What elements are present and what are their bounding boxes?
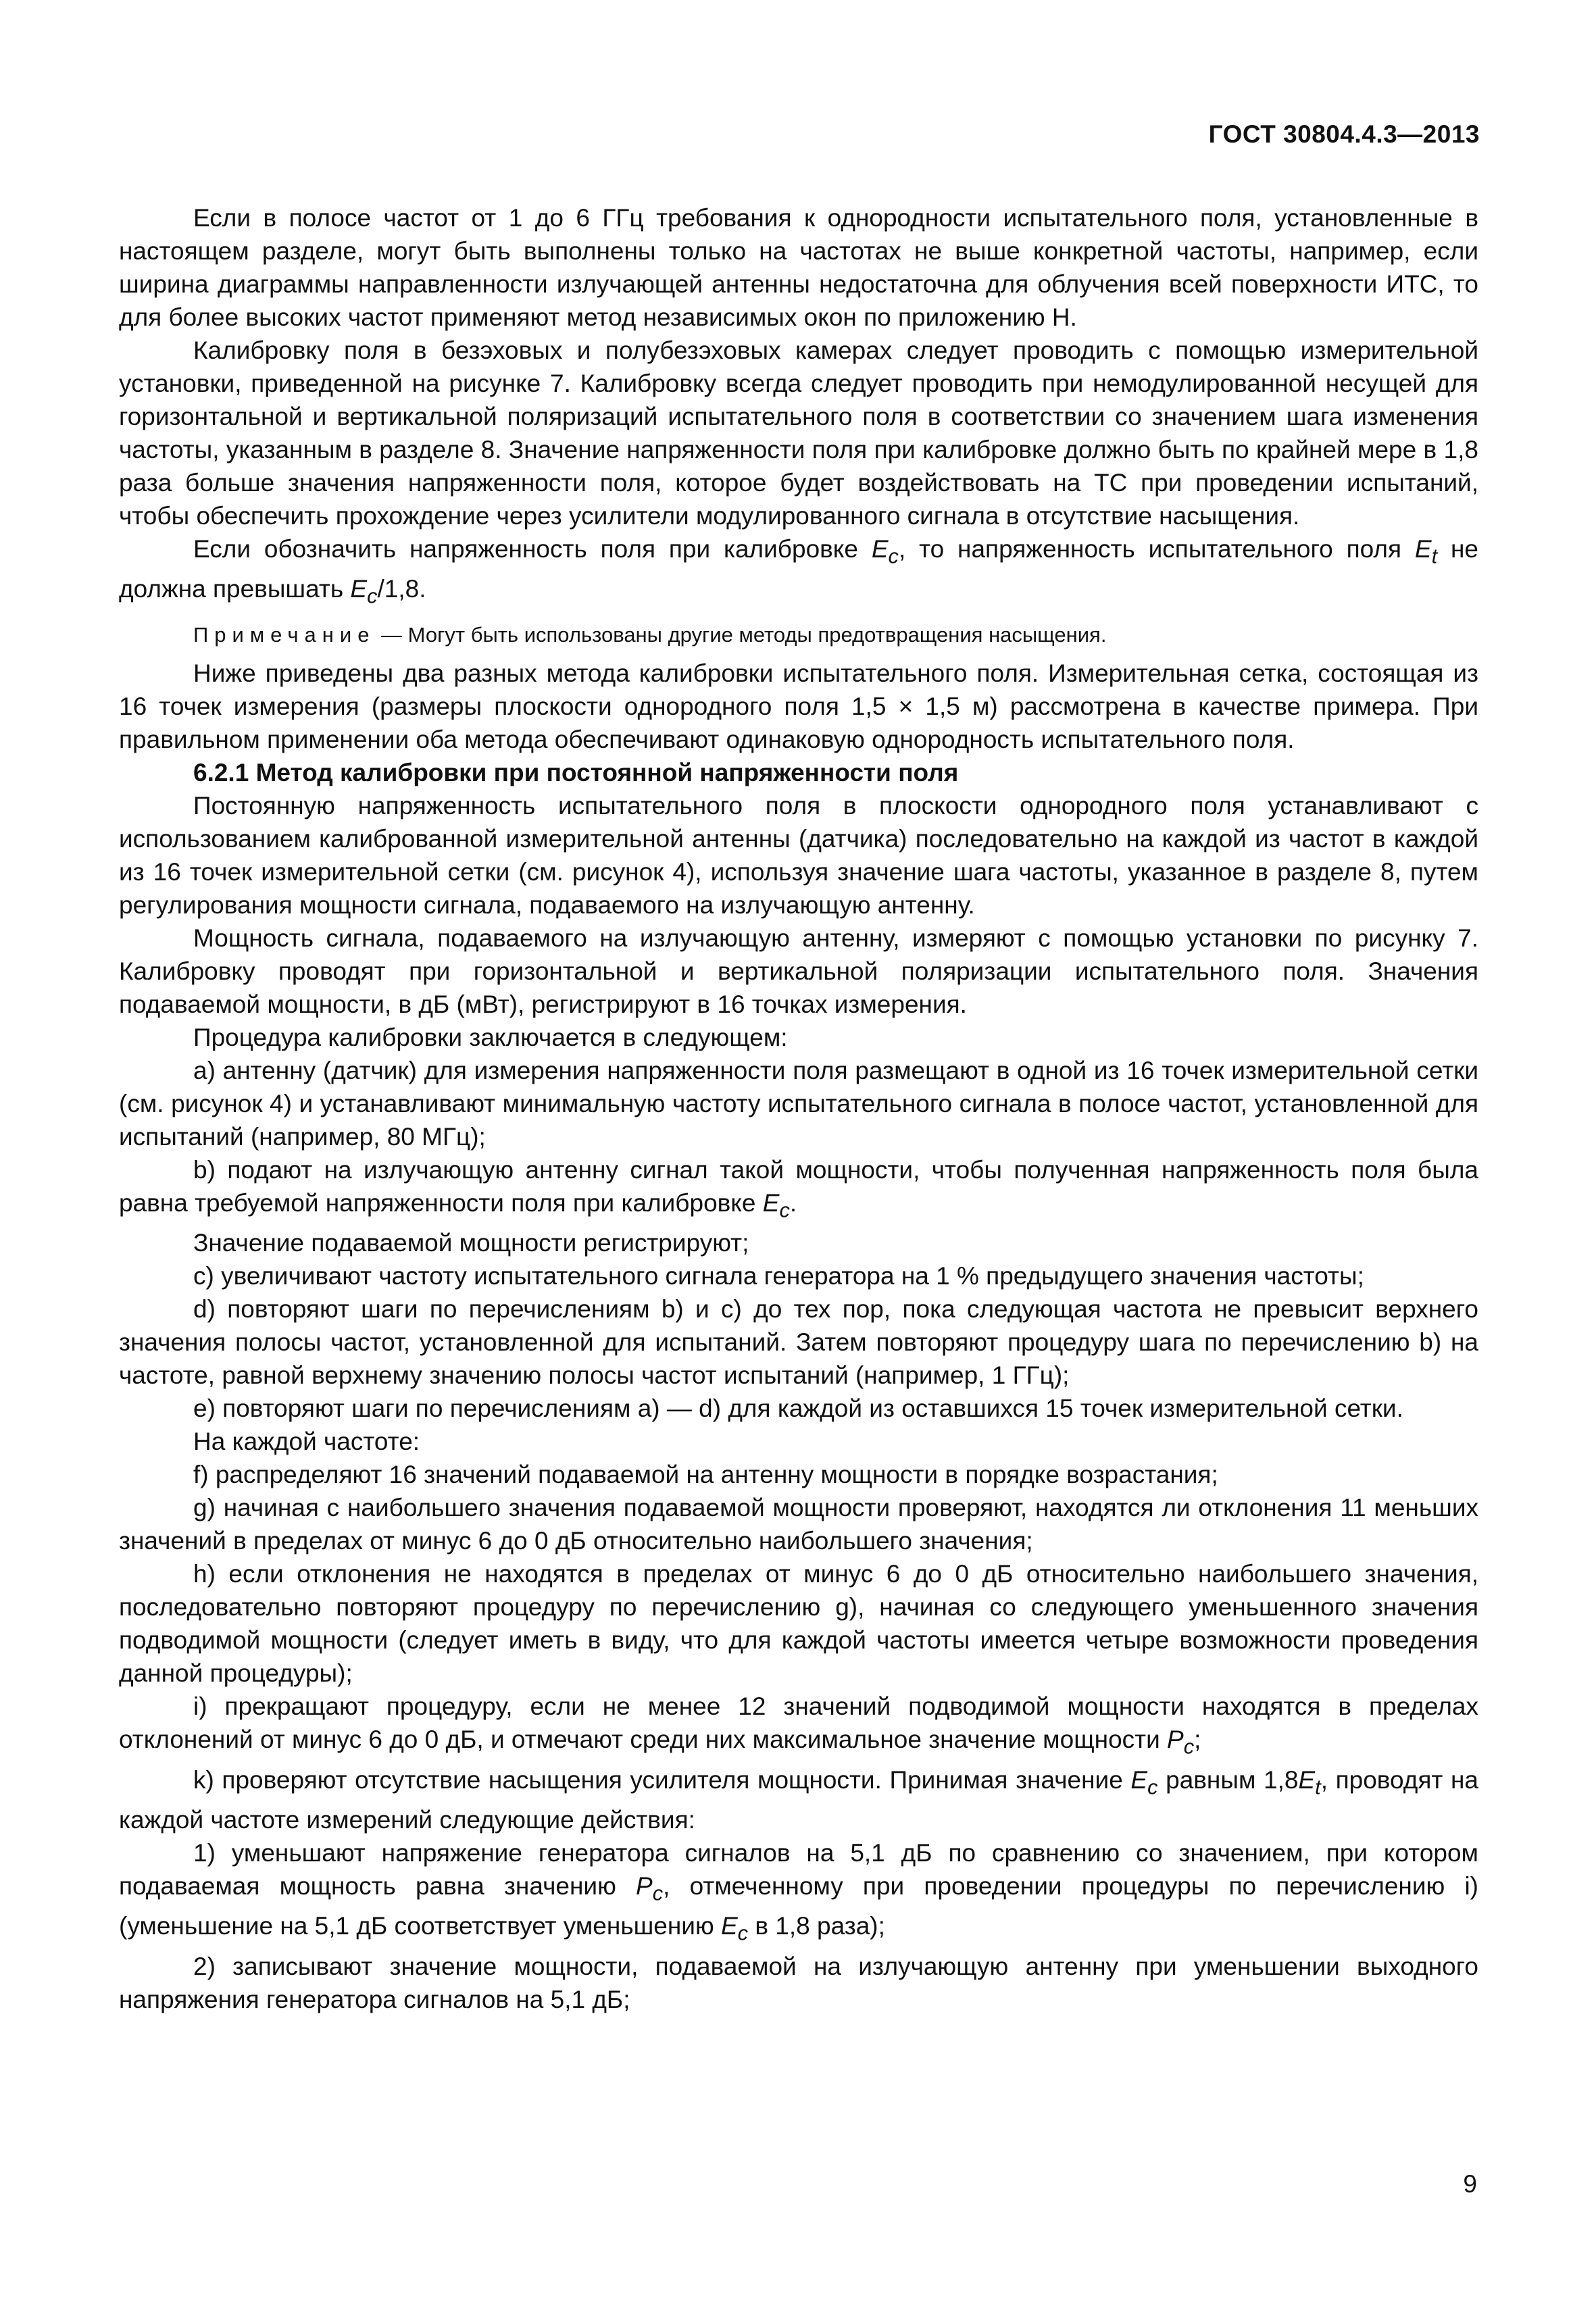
section-heading: 6.2.1 Метод калибровки при постоянной напряженности поля <box>193 758 959 786</box>
paragraph: Ниже приведены два разных метода калибровки испытательного поля. Измерительная сетка, состоящая из 16 точек измерения (размеры плоскости однородного поля 1,5 × 1,5 м) рассмотрена в качестве примера. При правильном применении оба метода обеспечивают одинаковую однородность испытательного поля. <box>119 659 1478 753</box>
list-item-e: е) повторяют шаги по перечислениям а) — d) для каждой из оставшихся 15 точек измерительной сетки. <box>193 1394 1403 1423</box>
note-text: — Могут быть использованы другие методы предотвращения насыщения. <box>375 622 1107 647</box>
paragraph: Постоянную напряженность испытательного поля в плоскости однородного поля устанавливают с использованием калиброванной измерительной антенны (датчика) последовательно на каждой из частот в каждой из 16 точек измерительной сетки (см. рисунок 4), используя значение шага частоты, указанное в разделе 8, путем регулирования мощности сигнала, подаваемого на излучающую антенну. <box>119 791 1478 919</box>
list-item-c: с) увеличивают частоту испытательного сигнала генератора на 1 % предыдущего значения частоты; <box>193 1262 1364 1290</box>
page-number: 9 <box>1463 2170 1477 2198</box>
list-item-b: b) подают на излучающую антенну сигнал такой мощности, чтобы полученная напряженность поля была равна требуемой напряженности поля при калибровке $E_c$. <box>119 1155 1478 1222</box>
note-label: Примечание <box>193 622 376 647</box>
list-item-a: а) антенну (датчик) для измерения напряженности поля размещают в одной из 16 точек измерительной сетки (см. рисунок 4) и устанавливают минимальную частоту испытательного сигнала в полосе частот, установленной для испытаний (например, 80 МГц); <box>119 1056 1478 1151</box>
list-item-h: h) если отклонения не находятся в пределах от минус 6 до 0 дБ относительно наибольшего значения, последовательно повторяют процедуру по перечислению g), начиная со следующего уменьшенного значения подводимой мощности (следует иметь в виду, что для каждой частоты имеется четыре возможности проведения данной процедуры); <box>119 1560 1478 1688</box>
note <box>119 618 1478 651</box>
paragraph: Мощность сигнала, подаваемого на излучающую антенну, измеряют с помощью установки по рисунку 7. Калибровку проводят при горизонтальной и вертикальной поляризации испытательного поля. Значения подаваемой мощности, в дБ (мВт), регистрируют в 16 точках измерения. <box>119 924 1478 1018</box>
list-item-g: g) начиная с наибольшего значения подаваемой мощности проверяют, находятся ли отклонения 11 меньших значений в пределах от минус 6 до 0 дБ относительно наибольшего значения; <box>119 1494 1478 1555</box>
paragraph: На каждой частоте: <box>193 1428 420 1456</box>
paragraph-ec: Если обозначить напряженность поля при калибровке $E_c$, то напряженность испытательного поля $E_t$ не должна превышать $E_c/1,8$. <box>119 535 1479 608</box>
standard-header: ГОСТ 30804.4.3—2013 <box>1208 120 1480 148</box>
paragraph: Значение подаваемой мощности регистрируют; <box>193 1229 749 1257</box>
paragraph: Процедура калибровки заключается в следующем: <box>193 1023 788 1051</box>
list-item-k1: 1) уменьшают напряжение генератора сигналов на 5,1 дБ по сравнению со значением, при котором подаваемая мощность равна значению $P_c$, отмеченному при проведении процедуры по перечислению i) (уменьшение на 5,1 дБ соответствует уменьшению $E_c$ в 1,8 раза); <box>119 1838 1478 1945</box>
paragraph: Калибровку поля в безэховых и полубезэховых камерах следует проводить с помощью измерительной установки, приведенной на рисунке 7. Калибровку всегда следует проводить при немодулированной несущей для горизонтальной и вертикальной поляризаций испытательного поля в соответствии со значением шага изменения частоты, указанным в разделе 8. Значение напряженности поля при калибровке должно быть по крайней мере в 1,8 раза больше значения напряженности поля, которое будет воздействовать на ТС при проведении испытаний, чтобы обеспечить прохождение через усилители модулированного сигнала в отсутствие насыщения. <box>119 336 1478 530</box>
list-item-k: k) проверяют отсутствие насыщения усилителя мощности. Принимая значение $E_c$ равным $1,8E_t$, проводят на каждой частоте измерений следующие действия: <box>119 1765 1478 1834</box>
list-item-d: d) повторяют шаги по перечислениям b) и с) до тех пор, пока следующая частота не превысит верхнего значения полосы частот, установленной для испытаний. Затем повторяют процедуру шага по перечислению b) на частоте, равной верхнему значению полосы частот испытаний (например, 1 ГГц); <box>119 1295 1478 1390</box>
list-item-i: i) прекращают процедуру, если не менее 12 значений подводимой мощности находятся в пределах отклонений от минус 6 до 0 дБ, и отмечают среди них максимальное значение мощности $P_c$; <box>119 1692 1478 1759</box>
paragraph: Если в полосе частот от 1 до 6 ГГц требования к однородности испытательного поля, установленные в настоящем разделе, могут быть выполнены только на частотах не выше конкретной частоты, например, если ширина диаграммы направленности излучающей антенны недостаточна для облучения всей поверхности ИТС, то для более высоких частот применяют метод независимых окон по приложению Н. <box>119 204 1478 331</box>
list-item-k2: 2) записывают значение мощности, подаваемой на излучающую антенну при уменьшении выходного напряжения генератора сигналов на 5,1 дБ; <box>119 1952 1478 2013</box>
list-item-f: f) распределяют 16 значений подаваемой на антенну мощности в порядке возрастания; <box>193 1461 1218 1489</box>
document-body <box>119 201 1478 2016</box>
